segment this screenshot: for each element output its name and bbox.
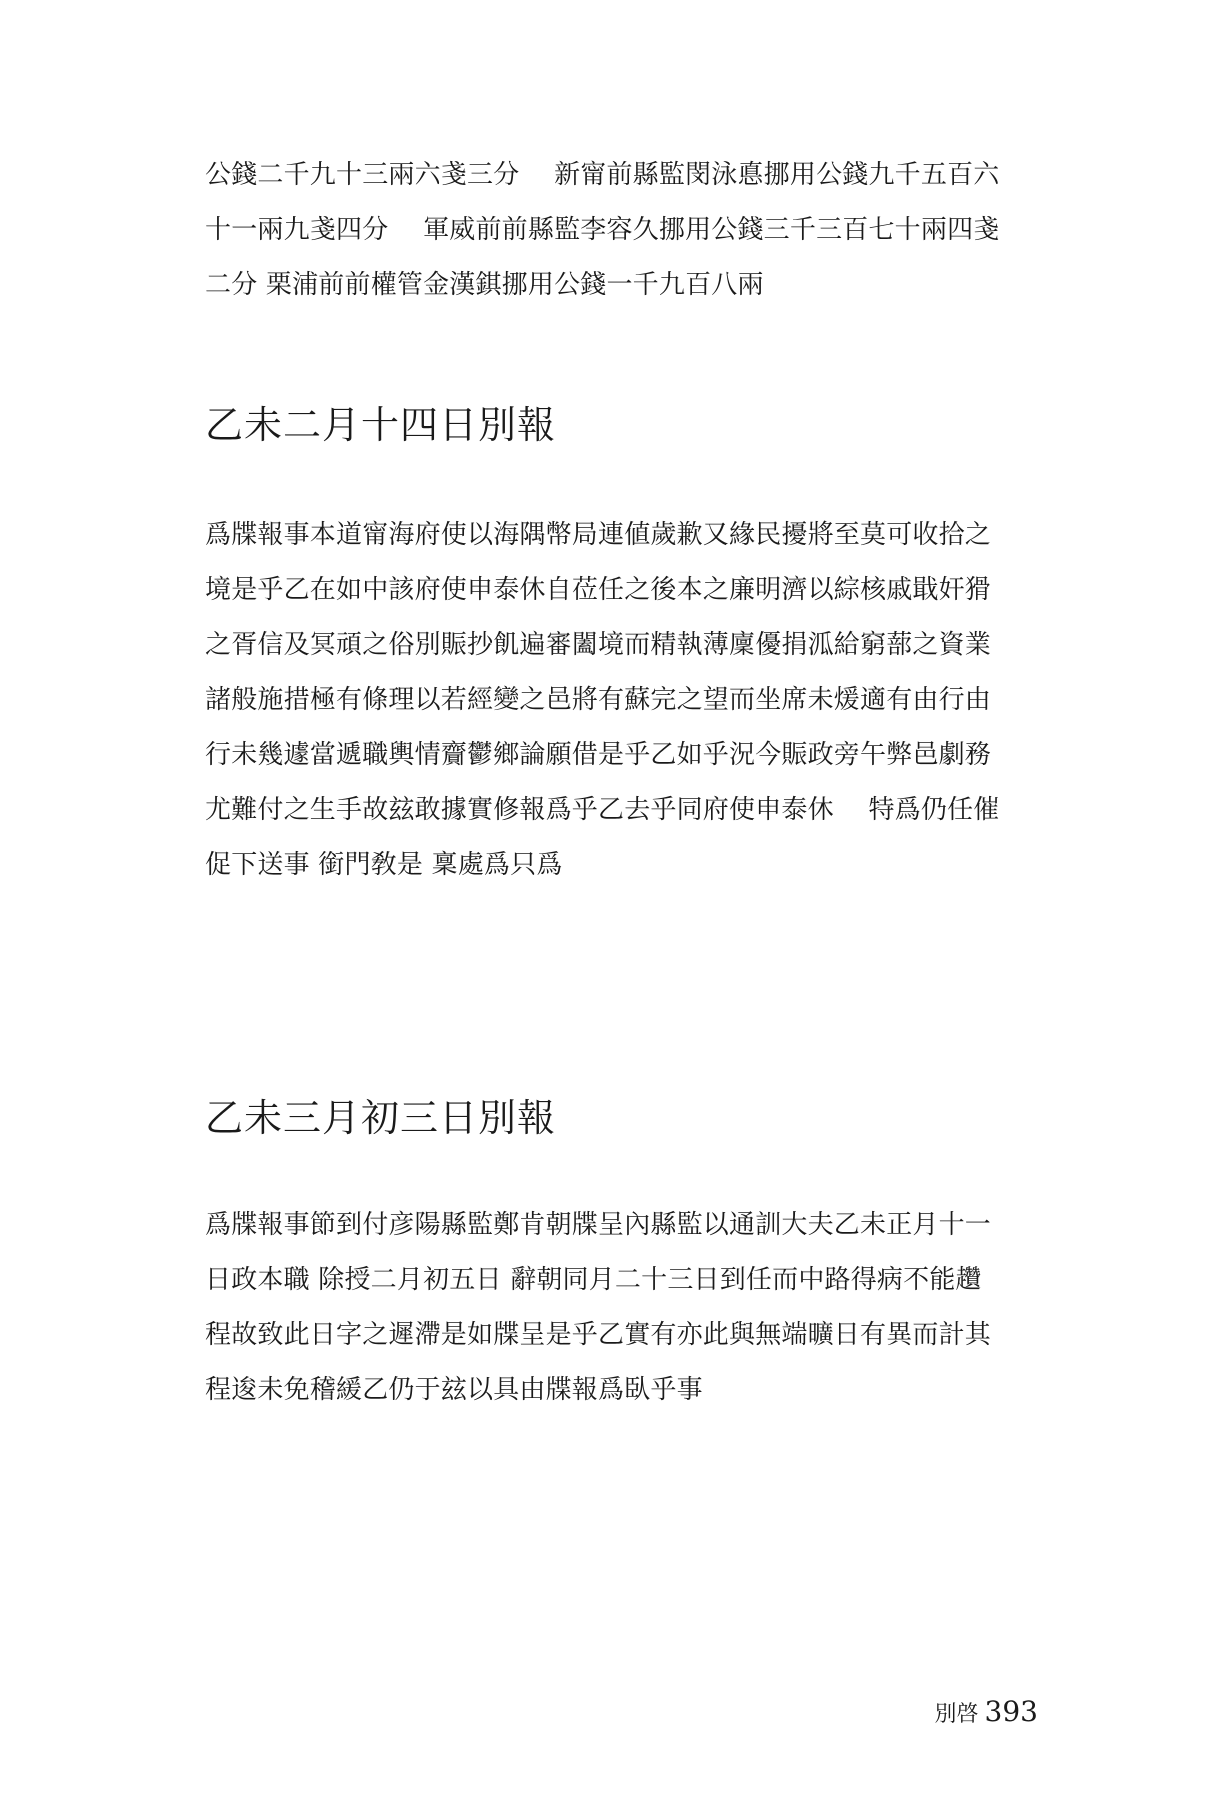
paragraph-report-mar03	[205, 1198, 1045, 1418]
text-line: 爲牒報事本道甯海府使以海隅幣局連値歲歉又緣民擾將至莫可收拾之	[205, 520, 992, 550]
text-line: 行未幾遽當遞職輿情齎鬱鄉論願借是乎乙如乎況今賑政旁午弊邑劇務	[205, 740, 992, 770]
text-line: 日政本職 除授二月初五日 辭朝同月二十三日到任而中路得病不能趲	[205, 1265, 982, 1295]
section-title: 乙未二月十四日別報	[205, 403, 557, 447]
text-line: 程故致此日字之遲滯是如牒呈是乎乙實有亦此與無端曠日有異而計其	[205, 1320, 992, 1350]
text-line: 程逡未免稽緩乙仍于玆以具由牒報爲臥乎事	[205, 1375, 703, 1405]
text-line: 二分 栗浦前前權管金漢錤挪用公錢一千九百八兩	[205, 270, 764, 300]
page-number: 393	[984, 1695, 1038, 1728]
text-line: 公錢二千九十三兩六戔三分 新甯前縣監閔泳悳挪用公錢九千五百六	[205, 160, 1000, 190]
paragraph-report-feb14	[205, 508, 1045, 893]
page-footer	[935, 1695, 1038, 1732]
text-line: 之胥信及冥頑之俗別賑抄飢遍審闔境而精執薄廩優捐泒給窮蔀之資業	[205, 630, 992, 660]
text-line: 十一兩九戔四分 軍威前前縣監李容久挪用公錢三千三百七十兩四戔	[205, 215, 1000, 245]
text-line: 尤難付之生手故玆敢據實修報爲乎乙去乎同府使申泰休 特爲仍任催	[205, 795, 1000, 825]
section-title: 乙未三月初三日別報	[205, 1096, 557, 1140]
text-line: 境是乎乙在如中該府使申泰休自莅任之後本之廉明濟以綜核戚戢奸猾	[205, 575, 992, 605]
text-line: 諸般施措極有條理以若經變之邑將有蘇完之望而坐席未煖適有由行由	[205, 685, 992, 715]
text-line: 爲牒報事節到付彦陽縣監鄭肯朝牒呈內縣監以通訓大夫乙未正月十一	[205, 1210, 992, 1240]
text-line: 促下送事 銜門敎是 稟處爲只爲	[205, 850, 563, 880]
paragraph-continuation	[205, 148, 1045, 313]
running-header-label: 別啓	[934, 1702, 979, 1727]
